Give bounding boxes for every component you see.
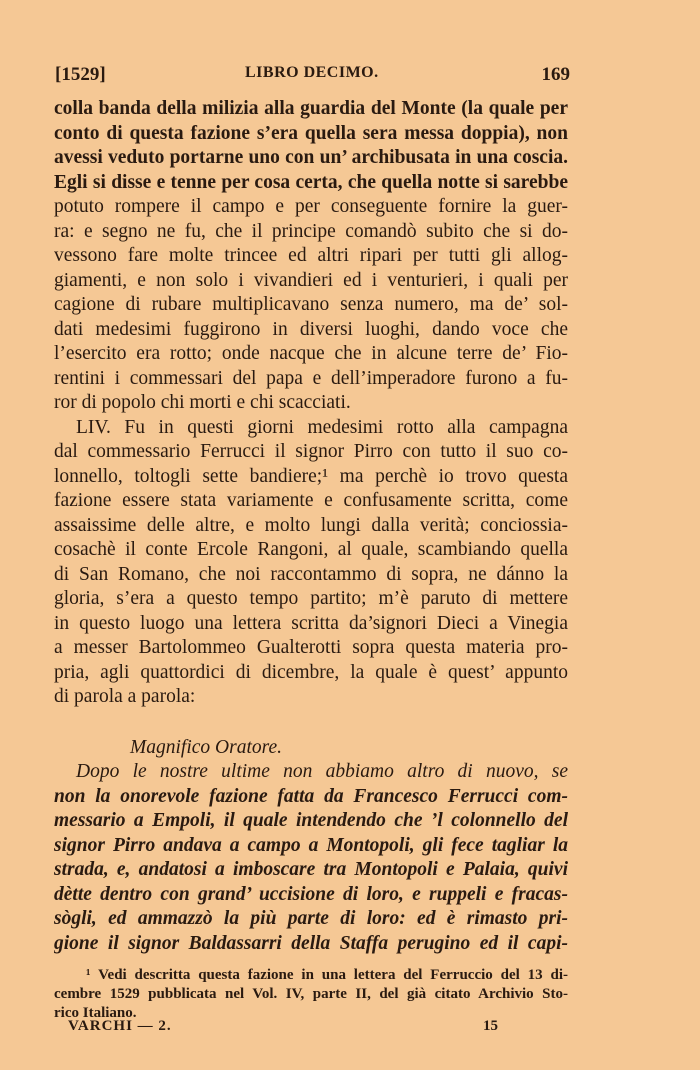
letter-line: Dopo le nostre ultime non abbiamo altro di nuovo, se	[76, 761, 568, 782]
section-line: di San Romano, che noi raccontammo di sopra, ne dánno la	[54, 563, 568, 585]
letter-line: strada, e, andatosi a imboscare tra Montopoli e Palaia, quivi	[54, 859, 568, 880]
section-line: fazione essere stata variamente e confusamente scritta, come	[54, 490, 568, 511]
section-line: assaissime delle altre, e molto lungi dalla verità; conciossia-	[54, 514, 568, 536]
footnote-line: ¹ Vedi descritta questa fazione in una lettera del Ferruccio del 13 di-	[86, 967, 568, 983]
spacer	[54, 710, 568, 736]
main-text	[54, 97, 568, 956]
footnote	[54, 966, 568, 1023]
letter-line: dètte dentro con grand’ uccisione di loro, e ruppeli e fracas-	[54, 883, 568, 905]
text-line: conto di questa fazione s’era quella sera messa doppia), non	[54, 122, 568, 144]
text-line: cagione di rubare multiplicavano senza numero, ma de’ sol-	[54, 294, 568, 315]
letter-line: gione il signor Baldassarri della Staffa perugino ed il capi-	[54, 932, 568, 954]
page-footer	[68, 1018, 498, 1040]
letter-salutation: Magnifico Oratore.	[130, 736, 283, 758]
text-line: rentini i commessari del papa e dell’imperadore furono a fu-	[54, 367, 568, 389]
text-line: giamenti, e non solo i vivandieri ed i venturieri, i quali per	[54, 269, 568, 291]
section-line: dal commessario Ferrucci il signor Pirro con tutto il suo co-	[54, 441, 568, 462]
header-title: LIBRO DECIMO.	[245, 64, 379, 81]
page-number: 169	[541, 64, 570, 85]
text-line: vessono fare molte trincee ed altri ripari per tutti gli allog-	[54, 245, 568, 266]
text-line: avessi veduto portarne uno con un’ archibusata in una coscia.	[54, 147, 568, 168]
running-header	[55, 64, 570, 90]
footnote-line: cembre 1529 pubblicata nel Vol. IV, parte II, del già citato Archivio Sto-	[54, 986, 568, 1002]
letter-line: non la onorevole fazione fatta da Francesco Ferrucci com-	[54, 785, 568, 807]
section-line: a messer Bartolommeo Gualterotti sopra questa materia pro-	[54, 637, 568, 658]
section-line: LIV. Fu in questi giorni medesimi rotto alla campagna	[76, 416, 568, 438]
text-line: ra: e segno ne fu, che il principe comandò subito che si do-	[54, 220, 568, 242]
text-line: ror di popolo chi morti e chi scacciati.	[54, 392, 351, 413]
section-line: gloria, s’era a questo tempo partito; m’è paruto di mettere	[54, 588, 568, 609]
section-line: lonnello, toltogli sette bandiere;¹ ma perchè io trovo questa	[54, 465, 568, 487]
section-line: in questo luogo una lettera scritta da’signori Dieci a Vinegia	[54, 612, 568, 634]
text-line: colla banda della milizia alla guardia del Monte (la quale per	[54, 98, 568, 119]
footnote-line: rico Italiano.	[54, 1005, 137, 1021]
text-line: dati medesimi fuggirono in diversi luoghi, dando voce che	[54, 318, 568, 340]
header-year: [1529]	[55, 64, 106, 85]
letter-line: sògli, ed ammazzò la più parte di loro: ed è rimasto pri-	[54, 908, 568, 929]
letter-line: signor Pirro andava a campo a Montopoli, gli fece tagliar la	[54, 834, 568, 856]
text-line: potuto rompere il campo e per conseguente fornire la guer-	[54, 196, 568, 217]
signature-mark: VARCHI — 2.	[68, 1018, 172, 1034]
section-line: pria, agli quattordici di dicembre, la quale è quest’ appunto	[54, 661, 568, 683]
text-line: Egli si disse e tenne per cosa certa, che quella notte si sarebbe	[54, 171, 568, 193]
text-line: l’esercito era rotto; onde nacque che in alcune terre de’ Fio-	[54, 343, 568, 364]
letter-line: messario a Empoli, il quale intendendo che ’l colonnello del	[54, 810, 568, 831]
section-line: di parola a parola:	[54, 686, 196, 707]
section-line: cosachè il conte Ercole Rangoni, al quale, scambiando quella	[54, 539, 568, 560]
sheet-number: 15	[483, 1018, 498, 1034]
